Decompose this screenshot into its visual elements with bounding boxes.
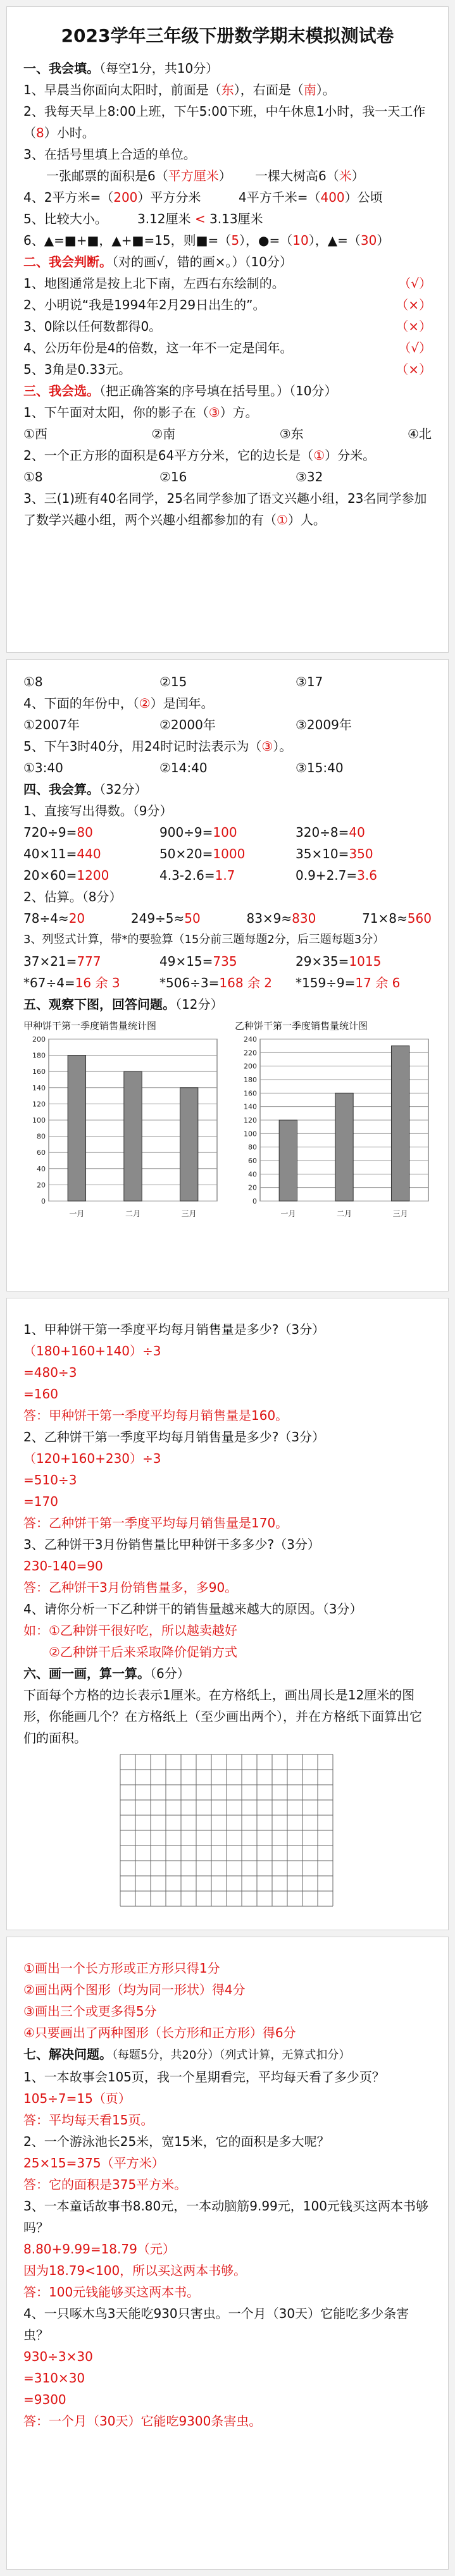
- s3-q5: 5、下午3时40分，用24时记时法表示为（③）。: [23, 739, 292, 754]
- page-3: [6, 1298, 449, 1930]
- working-line: 105÷7=15（页）: [23, 2091, 131, 2106]
- s1-q4: 4、2平方米=（200）平方分米 4平方千米=（400）公顷: [23, 190, 383, 205]
- s5-q2: 2、乙种饼干第一季度平均每月销售量是多少?（3分）: [23, 1429, 325, 1445]
- answer-line: 答：100元钱能够买这两本书。: [23, 2284, 200, 2300]
- chart-a-title: 甲种饼干第一季度销售量统计图: [23, 1020, 157, 1032]
- working-line: 25×15=375（平方米）: [23, 2155, 165, 2171]
- working-line: 930÷3×30: [23, 2349, 93, 2364]
- chart-a-y-tick-label: 60: [37, 1149, 46, 1157]
- scoring-line: ②画出两个图形（均为同一形状）得4分: [23, 1982, 246, 1997]
- section-5-head: 五、观察下图，回答问题。: [23, 997, 175, 1012]
- section-6-note: （6分）: [150, 1666, 190, 1681]
- working-line: =480÷3: [23, 1365, 77, 1380]
- calc-row: 37×21=777 49×15=735 29×35=1015: [23, 954, 382, 969]
- judge-item: 4、公历年份是4的倍数，这一年不一定是闰年。 （√）: [23, 340, 432, 355]
- chart-b-y-tick-label: 180: [244, 1076, 257, 1084]
- chart-b-y-tick-label: 100: [244, 1130, 257, 1138]
- calc-row: *67÷4=16 余 3 *506÷3=168 余 2 *159÷9=17 余 6: [23, 975, 401, 990]
- judge-list: [23, 273, 432, 380]
- vertical-calc-list: [23, 951, 432, 994]
- chart-a-y-tick-label: 20: [37, 1181, 46, 1190]
- working-line: =170: [23, 1494, 58, 1509]
- working-line: （120+160+230）÷3: [23, 1451, 161, 1466]
- chart-b-y-tick-label: 60: [248, 1157, 257, 1165]
- calc-row: 20×60=1200 4.3-2.6=1.7 0.9+2.7=3.6: [23, 868, 377, 883]
- section-7-head: 七、解决问题。: [23, 2047, 112, 2062]
- s7-q2: 2、一个游泳池长25米，宽15米，它的面积是多大呢？: [23, 2134, 330, 2149]
- section-2-note: （对的画√，错的画×。）（10分）: [112, 254, 292, 269]
- calc-row: 40×11=440 50×20=1000 35×10=350: [23, 846, 373, 861]
- s6-text: 下面每个方格的边长表示1厘米。在方格纸上，画出周长是12厘米的图形，你能画几个？在方格纸上（至少画出两个），并在方格纸下面算出它们的面积。: [23, 1687, 422, 1746]
- s3-q4: 4、下面的年份中，（②）是闰年。: [23, 696, 214, 711]
- page-4: [6, 1937, 449, 2570]
- chart-b-bar-3: [391, 1046, 409, 1201]
- section-5-note: （12分）: [175, 997, 223, 1012]
- chart-b-y-tick-label: 120: [244, 1116, 257, 1125]
- chart-b-y-tick-label: 0: [252, 1197, 257, 1205]
- answer-line: 答：甲种饼干第一季度平均每月销售量是160。: [23, 1408, 289, 1423]
- answer-line: 答：平均每天看15页。: [23, 2112, 154, 2128]
- judge-item: 1、地图通常是按上北下南，左西右东绘制的。 （√）: [23, 276, 432, 291]
- chart-b-x-tick-label: 三月: [392, 1209, 408, 1218]
- scoring-line: ④只要画出了两种图形（长方形和正方形）得6分: [23, 2025, 296, 2040]
- chart-b-title: 乙种饼干第一季度销售量统计图: [235, 1020, 368, 1032]
- charts: [23, 1019, 432, 1229]
- answer-line: 答：它的面积是375平方米。: [23, 2177, 187, 2192]
- s1-q6: 6、▲=■+■，▲+■=15，则■=（5），●=（10），▲=（30）: [23, 233, 390, 248]
- s1-q5: 5、比较大小。 3.12厘米 < 3.13厘米: [23, 211, 263, 226]
- working-line: =160: [23, 1386, 58, 1402]
- chart-b-y-tick-label: 140: [244, 1102, 257, 1111]
- s7-q3: 3、一本童话故事书8.80元，一本动脑筋9.99元，100元钱买这两本书够吗？: [23, 2198, 428, 2235]
- chart-a-y-tick-label: 80: [37, 1132, 46, 1141]
- working-line: =310×30: [23, 2370, 85, 2386]
- s4-sub1: 1、直接写出得数。（9分）: [23, 803, 173, 818]
- chart-a-bar-1: [68, 1056, 85, 1201]
- s3-q1: 1、下午面对太阳，你的影子在（③）方。: [23, 405, 258, 420]
- s3-q3: 3、三(1)班有40名同学，25名同学参加了语文兴趣小组，23名同学参加了数学兴趣小组，两个兴趣小组都参加的有（①）人。: [23, 491, 427, 527]
- s1-q3-answers: 一张邮票的面积是6（平方厘米） 一棵大树高6（米）: [46, 168, 365, 183]
- chart-b-y-tick-label: 220: [244, 1049, 257, 1057]
- chart-b-bar-1: [279, 1120, 297, 1201]
- answer-line: 答：乙种饼干3月份销售量多，多90。: [23, 1580, 238, 1595]
- chart-a-x-tick-label: 三月: [181, 1209, 197, 1218]
- s3-q4-options: ①2007年 ②2000年 ③2009年: [23, 717, 352, 732]
- grid-paper: [118, 1753, 335, 1908]
- answer-line: ②乙种饼干后来采取降价促销方式: [49, 1644, 237, 1660]
- page-2: [6, 659, 449, 1291]
- working-line: =510÷3: [23, 1472, 77, 1488]
- s1-q2: 2、我每天早上8:00上班，下午5:00下班，中午休息1小时，我一天工作（8）小时。: [23, 104, 426, 140]
- calc-row: 720÷9=80 900÷9=100 320÷8=40: [23, 825, 365, 840]
- answer-line: 答：一个月（30天）它能吃9300条害虫。: [23, 2413, 262, 2429]
- s3-q3-options: ①8 ②15 ③17: [23, 674, 323, 689]
- scoring-line: ①画出一个长方形或正方形只得1分: [23, 1961, 220, 1976]
- s1-q1: 1、早晨当你面向太阳时，前面是（东），右面是（南）。: [23, 82, 335, 97]
- working-line: 230-140=90: [23, 1558, 103, 1574]
- working-line: =9300: [23, 2392, 66, 2407]
- chart-a-y-tick-label: 200: [32, 1035, 46, 1044]
- chart-a-bar-2: [124, 1071, 142, 1201]
- chart-a-y-tick-label: 160: [32, 1068, 46, 1076]
- section-4-head: 四、我会算。: [23, 782, 99, 797]
- working-line: （180+160+140）÷3: [23, 1343, 161, 1359]
- judge-item: 2、小明说“我是1994年2月29日出生的”。 （×）: [23, 297, 432, 312]
- section-1-note: （每空1分，共10分）: [99, 61, 219, 76]
- chart-b-x-tick-label: 一月: [280, 1209, 296, 1218]
- chart-b-y-tick-label: 160: [244, 1089, 257, 1098]
- chart-a-y-tick-label: 0: [41, 1197, 46, 1205]
- judge-item: 3、0除以任何数都得0。 （×）: [23, 319, 432, 334]
- chart-a-y-tick-label: 100: [32, 1116, 46, 1125]
- chart-b-y-tick-label: 40: [248, 1170, 257, 1179]
- s3-q1-options: ①西 ②南 ③东 ④北: [23, 426, 432, 441]
- s4-sub2: 2、估算。（8分）: [23, 889, 122, 904]
- chart-b-y-tick-label: 20: [248, 1183, 257, 1192]
- chart-b-x-tick-label: 二月: [336, 1209, 352, 1218]
- judge-item: 5、3角是0.33元。 （×）: [23, 362, 432, 377]
- chart-a-y-tick-label: 120: [32, 1100, 46, 1109]
- section-3-note: （把正确答案的序号填在括号里。）（10分）: [99, 383, 337, 398]
- chart-b-bar-2: [335, 1093, 353, 1201]
- chart-a-x-tick-label: 二月: [125, 1209, 141, 1218]
- s5-q3: 3、乙种饼干3月份销售量比甲种饼干多多少?（3分）: [23, 1537, 320, 1552]
- chart-a-y-tick-label: 180: [32, 1051, 46, 1060]
- page-1: [6, 6, 449, 653]
- answer-line: 如：①乙种饼干很好吃，所以越卖越好: [23, 1623, 237, 1638]
- s3-q2: 2、一个正方形的面积是64平方分米，它的边长是（①）分米。: [23, 448, 376, 463]
- section-7-note: （每题5分，共20分）（列式计算，无算式扣分）: [112, 2049, 351, 2062]
- working-line: 因为18.79<100，所以买这两本书够。: [23, 2263, 247, 2278]
- chart-a-svg: [23, 1033, 223, 1223]
- estimate-row: 78÷4≈20 249÷5≈50 83×9≈830 71×8≈560: [23, 911, 432, 926]
- s7-q1: 1、一本故事会105页，我一个星期看完，平均每天看了多少页？: [23, 2069, 385, 2085]
- section-6-head: 六、画一画，算一算。: [23, 1666, 150, 1681]
- section-4-note: （32分）: [99, 782, 147, 797]
- square-grid: [118, 1753, 432, 1914]
- chart-b-svg: [235, 1033, 435, 1223]
- section-3-head: 三、我会选。: [23, 383, 99, 398]
- s5-q4: 4、请你分析一下乙种饼干的销售量越来越大的原因。（3分）: [23, 1601, 363, 1617]
- s4-sub3: 3、列竖式计算，带*的要验算（15分前三题每题2分，后三题每题3分）: [23, 933, 385, 946]
- chart-a-y-tick-label: 40: [37, 1164, 46, 1173]
- scoring-line: ③画出三个或更多得5分: [23, 2004, 157, 2019]
- direct-calc-list: [23, 822, 432, 886]
- s7-q4: 4、一只啄木鸟3天能吃930只害虫。一个月（30天）它能吃多少条害虫？: [23, 2306, 409, 2343]
- working-line: 8.80+9.99=18.79（元）: [23, 2241, 175, 2257]
- chart-b-y-tick-label: 80: [248, 1143, 257, 1152]
- chart-a-x-tick-label: 一月: [69, 1209, 85, 1218]
- s5-q1: 1、甲种饼干第一季度平均每月销售量是多少?（3分）: [23, 1322, 325, 1337]
- answer-line: 答：乙种饼干第一季度平均每月销售量是170。: [23, 1515, 289, 1531]
- chart-a: [23, 1019, 223, 1229]
- chart-b: [235, 1019, 435, 1229]
- s3-q2-options: ①8 ②16 ③32: [23, 469, 323, 484]
- section-2-head: 二、我会判断。: [23, 254, 112, 269]
- s3-q5-options: ①3:40 ②14:40 ③15:40: [23, 760, 344, 775]
- chart-a-y-tick-label: 140: [32, 1083, 46, 1092]
- chart-b-y-tick-label: 240: [244, 1035, 257, 1044]
- s1-q3: 3、在括号里填上合适的单位。: [23, 147, 196, 162]
- section-1-head: 一、我会填。: [23, 61, 99, 76]
- chart-b-y-tick-label: 200: [244, 1062, 257, 1071]
- exam-title: 2023学年三年级下册数学期末模拟测试卷: [61, 25, 394, 46]
- chart-a-bar-3: [180, 1088, 197, 1201]
